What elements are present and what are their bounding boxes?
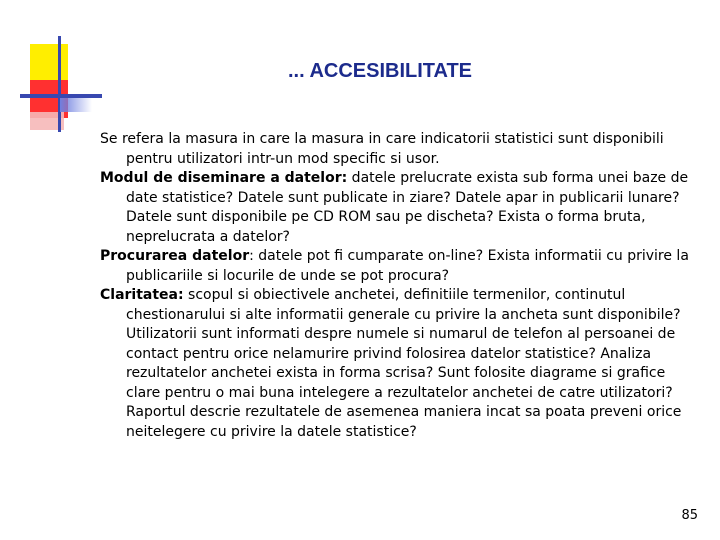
page-number: 85 [681, 508, 698, 523]
slide-title: ... ACCESIBILITATE [287, 60, 473, 82]
paragraph-clarity-text: scopul si obiectivele anchetei, definitiile termenilor, continutul chestionarului si alte informatii generale cu privire la ancheta sunt disponibile? Utilizatorii sunt informati despre numele si numarul de telefon al persoanei de contact pentru orice nelamurire privind folosirea datelor statistice? Analiza rezultatelor anchetei exista in forma scrisa? Sunt folosite diagrame si grafice clare pentru o mai buna intelegere a rezultatelor anchetei de catre utilizatori? Raportul descrie rezultatele de asemenea maniera incat sa poata preveni orice neitelegere cu privire la datele statistice? [126, 287, 682, 440]
paragraph-procurement-text: : datele pot fi cumparate on-line? Exista informatii cu privire la publicariile si locurile de unde se pot procura? [126, 248, 689, 284]
paragraph-dissemination-label: Modul de diseminare a datelor: [100, 170, 348, 186]
paragraph-clarity-label: Claritatea: [100, 287, 184, 303]
logo-blue-gradient [60, 98, 92, 112]
paragraph-dissemination-text: datele prelucrate exista sub forma unei baze de date statistice? Datele sunt publicate in ziare? Datele apar in publicarii lunare? Datele sunt disponibile pe CD ROM sau pe discheta? Exista o forma bruta, neprelucrata a datelor? [126, 170, 689, 245]
slide-body [100, 130, 700, 442]
paragraph-procurement [100, 247, 700, 286]
logo-vertical-line [58, 36, 61, 132]
paragraph-procurement-label: Procurarea datelor [100, 248, 250, 264]
paragraph-clarity [100, 286, 700, 442]
logo-yellow-square [30, 44, 68, 82]
paragraph-intro-text: Se refera la masura in care la masura in care indicatorii statistici sunt disponibili pentru utilizatori intr-un mod specific si usor. [100, 131, 664, 167]
paragraph-intro [100, 130, 700, 169]
slide-logo-decoration [0, 0, 110, 140]
paragraph-dissemination [100, 169, 700, 247]
